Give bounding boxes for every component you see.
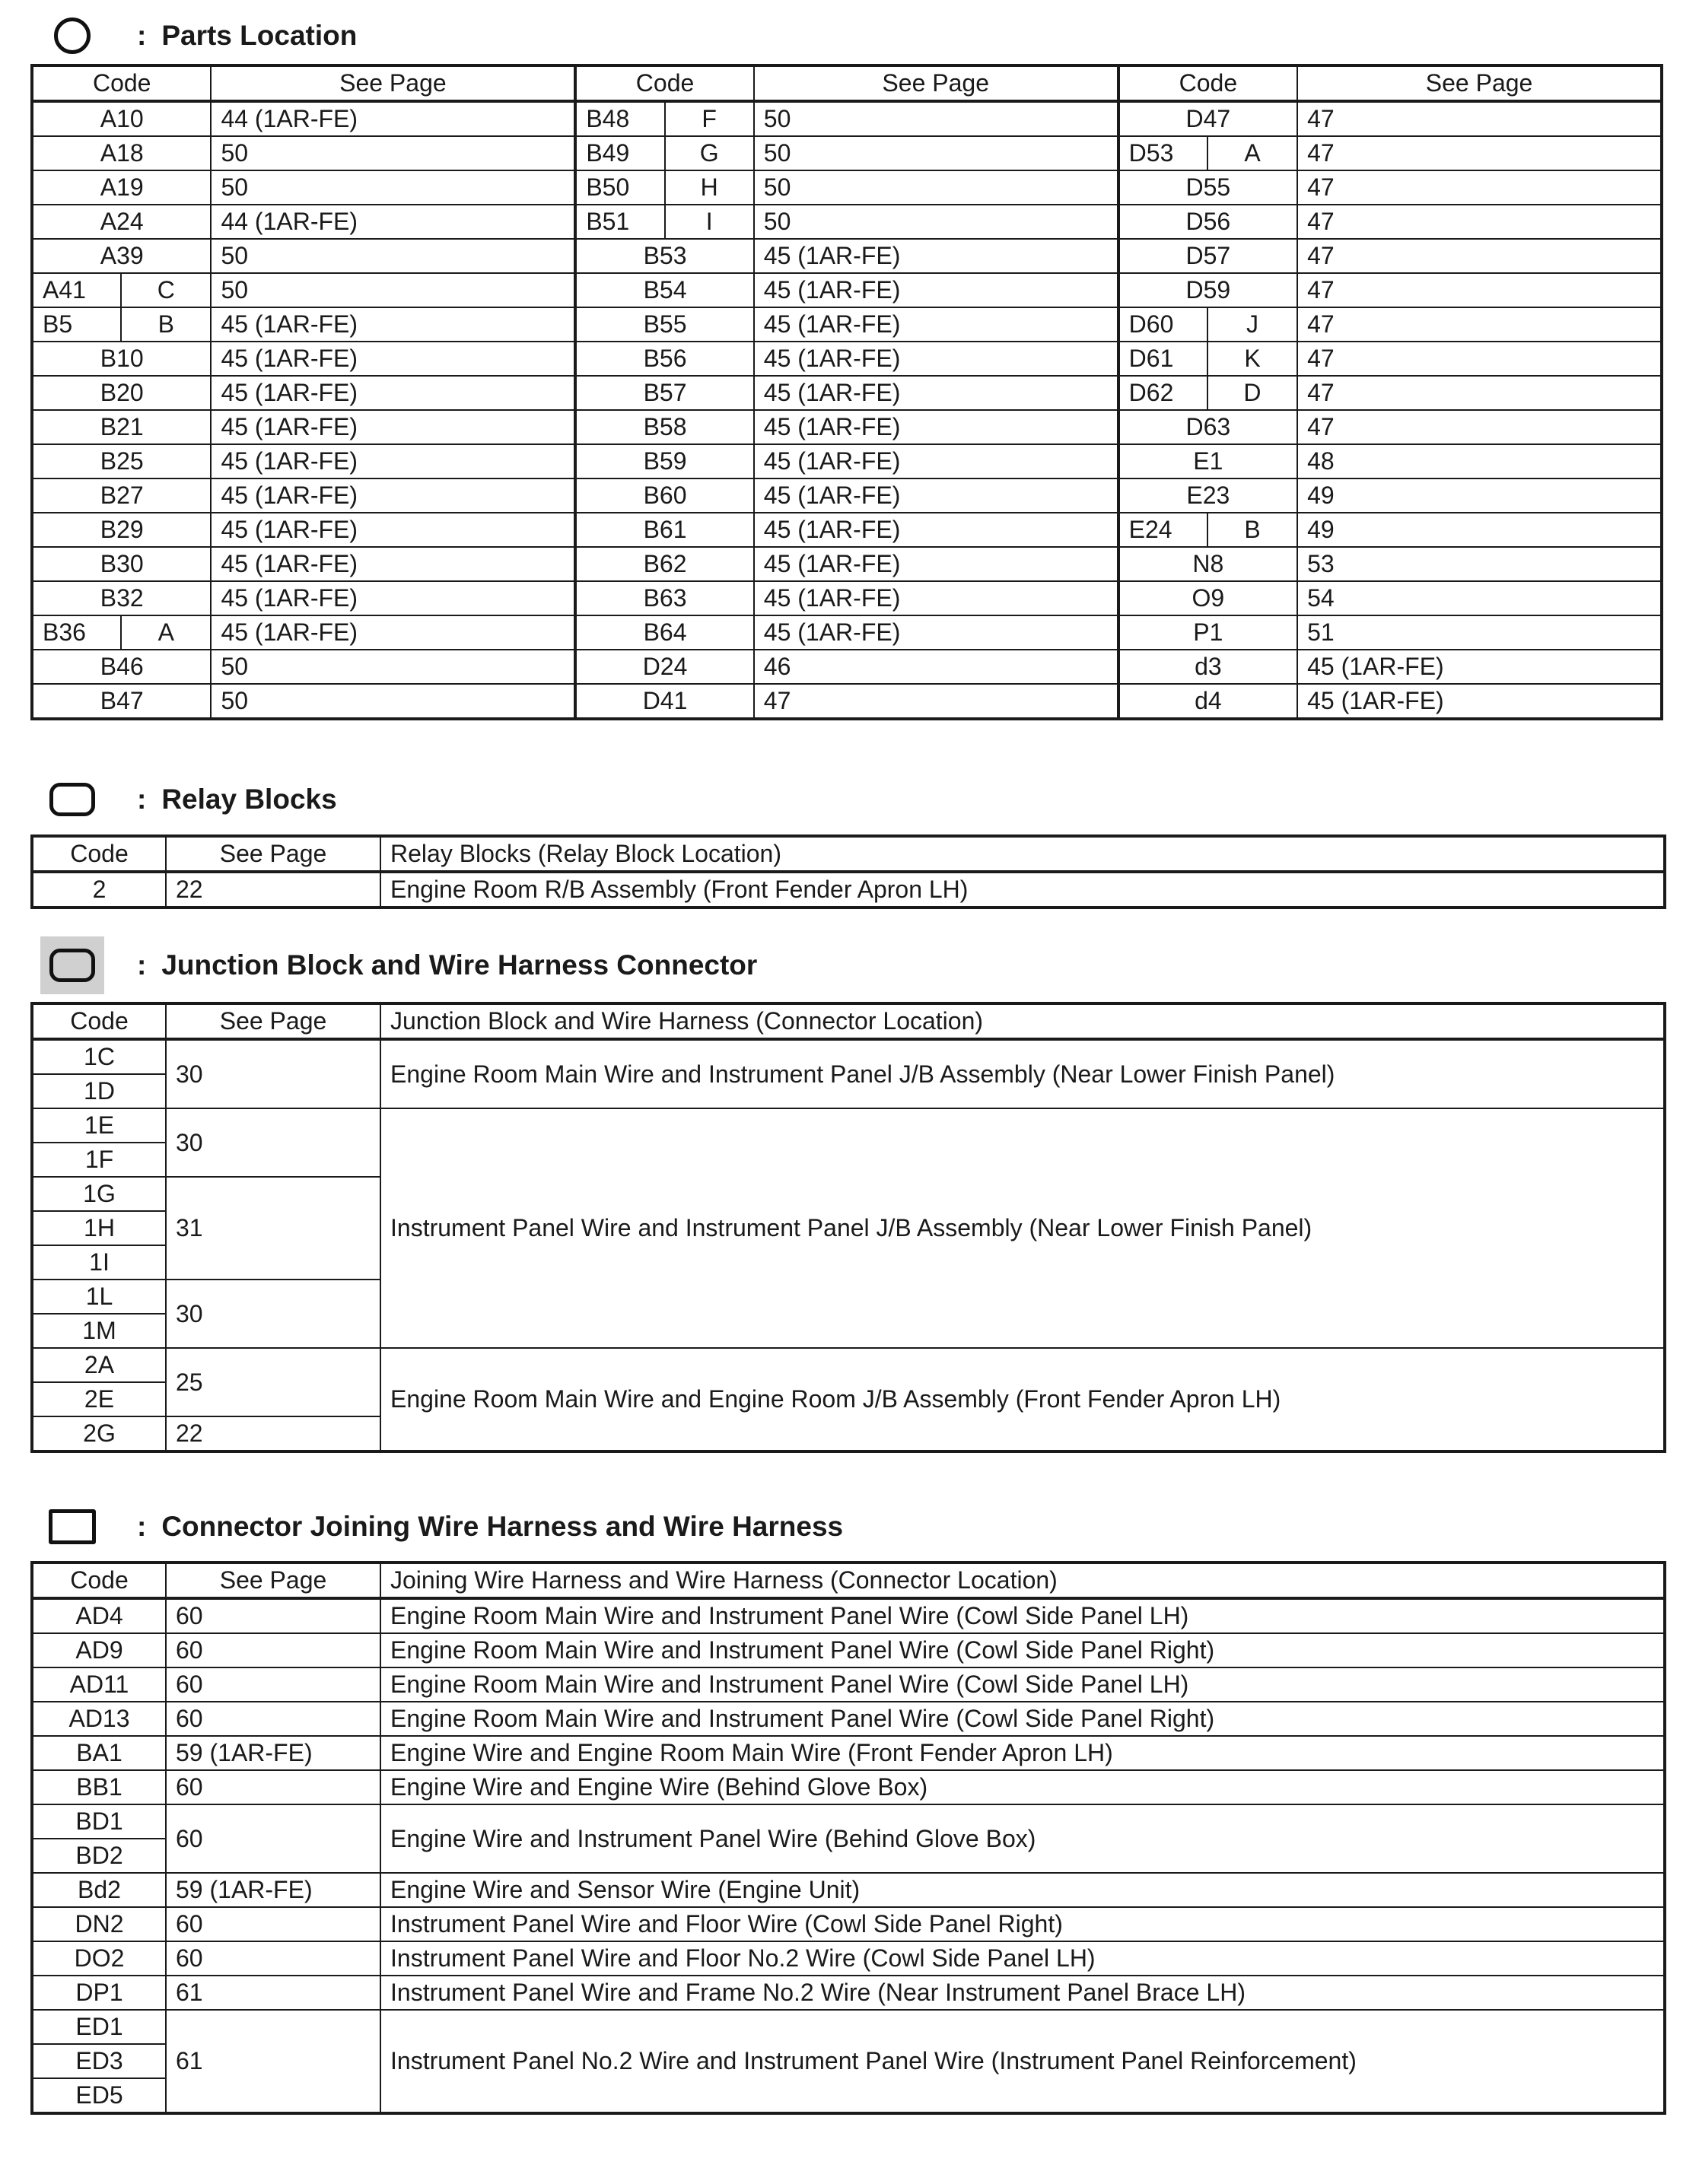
- page-cell: 45 (1AR-FE): [754, 273, 1118, 307]
- junction-block-table: [30, 1002, 1666, 1453]
- page-cell: 45 (1AR-FE): [211, 307, 575, 342]
- table-row: [32, 410, 1662, 444]
- code-cell: 2A: [32, 1348, 166, 1382]
- table-row: [32, 1804, 1665, 1839]
- table-row: [32, 307, 1662, 342]
- page-cell: 60: [166, 1633, 380, 1667]
- code-cell: B46: [32, 650, 211, 684]
- table-row: [32, 547, 1662, 581]
- table-row: [32, 1907, 1665, 1941]
- page-cell: 47: [1297, 376, 1662, 410]
- code-cell: B25: [32, 444, 211, 478]
- page-cell: 50: [211, 170, 575, 205]
- page-cell: 45 (1AR-FE): [211, 478, 575, 513]
- table-row: [32, 1598, 1665, 1633]
- code-cell: A41: [32, 273, 121, 307]
- code-cell: D63: [1118, 410, 1297, 444]
- page-cell: 45 (1AR-FE): [754, 444, 1118, 478]
- heading-colon: :: [137, 20, 147, 51]
- code-cell: 2G: [32, 1416, 166, 1451]
- connector-letter-cell: H: [665, 170, 754, 205]
- page-cell: 45 (1AR-FE): [754, 410, 1118, 444]
- page-cell: 50: [211, 684, 575, 719]
- section-title: Connector Joining Wire Harness and Wire Harness: [161, 1511, 844, 1542]
- page-cell: 47: [1297, 342, 1662, 376]
- connector-letter-cell: C: [121, 273, 211, 307]
- page-cell: 53: [1297, 547, 1662, 581]
- page-cell: 60: [166, 1598, 380, 1633]
- page-cell: 47: [1297, 205, 1662, 239]
- page-cell: 50: [211, 650, 575, 684]
- code-cell: D60: [1118, 307, 1207, 342]
- section-title: Parts Location: [161, 20, 358, 51]
- column-header-location: Relay Blocks (Relay Block Location): [380, 836, 1665, 872]
- code-cell: B64: [575, 615, 753, 650]
- page-cell: 45 (1AR-FE): [211, 547, 575, 581]
- code-cell: B36: [32, 615, 121, 650]
- column-header-code: Code: [1118, 65, 1297, 101]
- code-cell: D55: [1118, 170, 1297, 205]
- connector-letter-cell: G: [665, 136, 754, 170]
- code-cell: B10: [32, 342, 211, 376]
- code-cell: E24: [1118, 513, 1207, 547]
- code-cell: A39: [32, 239, 211, 273]
- section-title: Relay Blocks: [161, 784, 337, 815]
- page-cell: 48: [1297, 444, 1662, 478]
- parts-header-row: [32, 65, 1662, 101]
- location-cell: Engine Room Main Wire and Instrument Panel Wire (Cowl Side Panel LH): [380, 1667, 1665, 1702]
- code-cell: DP1: [32, 1976, 166, 2010]
- junction-header-row: [32, 1003, 1665, 1039]
- table-row: [32, 101, 1662, 136]
- connector-letter-cell: D: [1207, 376, 1297, 410]
- page-cell: 49: [1297, 513, 1662, 547]
- code-cell: 1E: [32, 1108, 166, 1143]
- page-cell: 22: [166, 1416, 380, 1451]
- page-cell: 54: [1297, 581, 1662, 615]
- code-cell: B63: [575, 581, 753, 615]
- code-cell: B62: [575, 547, 753, 581]
- code-cell: 1G: [32, 1177, 166, 1211]
- code-cell: B51: [575, 205, 664, 239]
- page-cell: 47: [1297, 136, 1662, 170]
- code-cell: E1: [1118, 444, 1297, 478]
- page-cell: 45 (1AR-FE): [754, 478, 1118, 513]
- heading-colon: :: [137, 949, 147, 981]
- page-cell: 45 (1AR-FE): [754, 376, 1118, 410]
- table-row: [32, 342, 1662, 376]
- code-cell: ED5: [32, 2078, 166, 2113]
- table-row: [32, 1348, 1665, 1382]
- code-cell: D24: [575, 650, 753, 684]
- page-cell: 50: [211, 273, 575, 307]
- page-cell: 45 (1AR-FE): [754, 547, 1118, 581]
- page-cell: 60: [166, 1667, 380, 1702]
- code-cell: BD2: [32, 1839, 166, 1873]
- page-cell: 50: [211, 239, 575, 273]
- location-cell: Instrument Panel Wire and Frame No.2 Wire (Near Instrument Panel Brace LH): [380, 1976, 1665, 2010]
- code-cell: B58: [575, 410, 753, 444]
- page-cell: 61: [166, 1976, 380, 2010]
- location-cell: Instrument Panel Wire and Floor No.2 Wire (Cowl Side Panel LH): [380, 1941, 1665, 1976]
- code-cell: D62: [1118, 376, 1207, 410]
- code-cell: A24: [32, 205, 211, 239]
- code-cell: D47: [1118, 101, 1297, 136]
- code-cell: D41: [575, 684, 753, 719]
- column-header-see-page: See Page: [1297, 65, 1662, 101]
- page-cell: 45 (1AR-FE): [211, 342, 575, 376]
- page-cell: 45 (1AR-FE): [754, 307, 1118, 342]
- page-cell: 50: [211, 136, 575, 170]
- code-cell: AD13: [32, 1702, 166, 1736]
- code-cell: ED3: [32, 2044, 166, 2078]
- location-cell: Instrument Panel No.2 Wire and Instrument Panel Wire (Instrument Panel Reinforcement): [380, 2010, 1665, 2113]
- table-row: [32, 1976, 1665, 2010]
- code-cell: BD1: [32, 1804, 166, 1839]
- code-cell: 1H: [32, 1211, 166, 1245]
- table-row: [32, 239, 1662, 273]
- code-cell: E23: [1118, 478, 1297, 513]
- code-cell: B5: [32, 307, 121, 342]
- code-cell: 1M: [32, 1314, 166, 1348]
- connector-letter-cell: I: [665, 205, 754, 239]
- page-cell: 50: [754, 101, 1118, 136]
- page-cell: 47: [754, 684, 1118, 719]
- location-cell: Engine Wire and Engine Room Main Wire (Front Fender Apron LH): [380, 1736, 1665, 1770]
- page-cell: 47: [1297, 170, 1662, 205]
- location-cell: Instrument Panel Wire and Floor Wire (Cowl Side Panel Right): [380, 1907, 1665, 1941]
- code-cell: D61: [1118, 342, 1207, 376]
- code-cell: BB1: [32, 1770, 166, 1804]
- page-cell: 47: [1297, 273, 1662, 307]
- page-cell: 47: [1297, 307, 1662, 342]
- column-header-see-page: See Page: [166, 1003, 380, 1039]
- page-cell: 50: [754, 170, 1118, 205]
- column-header-see-page: See Page: [211, 65, 575, 101]
- page-cell: 45 (1AR-FE): [1297, 650, 1662, 684]
- code-cell: A18: [32, 136, 211, 170]
- page-cell: 47: [1297, 101, 1662, 136]
- page-cell: 59 (1AR-FE): [166, 1736, 380, 1770]
- table-row: [32, 478, 1662, 513]
- page-cell: 45 (1AR-FE): [1297, 684, 1662, 719]
- connector-letter-cell: A: [1207, 136, 1297, 170]
- code-cell: AD4: [32, 1598, 166, 1633]
- shaded-oval-symbol-icon: [30, 939, 114, 992]
- page-cell: 45 (1AR-FE): [754, 581, 1118, 615]
- page-cell: 60: [166, 1804, 380, 1873]
- location-cell: Engine Room Main Wire and Instrument Panel Wire (Cowl Side Panel LH): [380, 1598, 1665, 1633]
- code-cell: d3: [1118, 650, 1297, 684]
- code-cell: BA1: [32, 1736, 166, 1770]
- table-row: [32, 444, 1662, 478]
- code-cell: B53: [575, 239, 753, 273]
- heading-colon: :: [137, 1511, 147, 1542]
- table-row: [32, 1667, 1665, 1702]
- relay-blocks-heading: [30, 773, 1666, 826]
- table-row: [32, 1873, 1665, 1907]
- code-cell: B30: [32, 547, 211, 581]
- column-header-location: Junction Block and Wire Harness (Connector Location): [380, 1003, 1665, 1039]
- code-cell: B20: [32, 376, 211, 410]
- table-row: [32, 376, 1662, 410]
- location-cell: Engine Room Main Wire and Instrument Panel Wire (Cowl Side Panel Right): [380, 1702, 1665, 1736]
- code-cell: B48: [575, 101, 664, 136]
- page-cell: 50: [754, 136, 1118, 170]
- table-row: [32, 170, 1662, 205]
- connector-letter-cell: K: [1207, 342, 1297, 376]
- column-header-code: Code: [32, 1003, 166, 1039]
- code-cell: 2: [32, 872, 166, 908]
- page-cell: 45 (1AR-FE): [211, 410, 575, 444]
- table-row: [32, 1941, 1665, 1976]
- code-cell: B49: [575, 136, 664, 170]
- page-cell: 50: [754, 205, 1118, 239]
- code-cell: 1D: [32, 1074, 166, 1108]
- code-cell: AD9: [32, 1633, 166, 1667]
- page-cell: 45 (1AR-FE): [754, 513, 1118, 547]
- page-cell: 47: [1297, 239, 1662, 273]
- code-cell: A19: [32, 170, 211, 205]
- code-cell: AD11: [32, 1667, 166, 1702]
- heading-colon: :: [137, 784, 147, 815]
- page-cell: 25: [166, 1348, 380, 1416]
- code-cell: d4: [1118, 684, 1297, 719]
- location-cell: Engine Room Main Wire and Instrument Panel J/B Assembly (Near Lower Finish Panel): [380, 1039, 1665, 1108]
- code-cell: ED1: [32, 2010, 166, 2044]
- column-header-see-page: See Page: [754, 65, 1118, 101]
- code-cell: B54: [575, 273, 753, 307]
- code-cell: B27: [32, 478, 211, 513]
- column-header-code: Code: [575, 65, 753, 101]
- page-cell: 45 (1AR-FE): [754, 239, 1118, 273]
- parts-location-heading: [30, 9, 1666, 62]
- column-header-code: Code: [32, 1562, 166, 1598]
- connector-letter-cell: B: [121, 307, 211, 342]
- circle-symbol-icon: [30, 9, 114, 62]
- connector-letter-cell: A: [121, 615, 211, 650]
- page-cell: 45 (1AR-FE): [211, 376, 575, 410]
- table-row: [32, 1770, 1665, 1804]
- code-cell: DO2: [32, 1941, 166, 1976]
- page-cell: 45 (1AR-FE): [211, 581, 575, 615]
- page-cell: 49: [1297, 478, 1662, 513]
- column-header-code: Code: [32, 836, 166, 872]
- code-cell: B60: [575, 478, 753, 513]
- code-cell: 1L: [32, 1280, 166, 1314]
- page-cell: 30: [166, 1108, 380, 1177]
- location-cell: Engine Wire and Instrument Panel Wire (Behind Glove Box): [380, 1804, 1665, 1873]
- oval-symbol-icon: [30, 773, 114, 826]
- code-cell: N8: [1118, 547, 1297, 581]
- code-cell: B56: [575, 342, 753, 376]
- page-cell: 60: [166, 1770, 380, 1804]
- parts-location-table: [30, 64, 1663, 720]
- page-cell: 60: [166, 1941, 380, 1976]
- location-cell: Engine Wire and Engine Wire (Behind Glove Box): [380, 1770, 1665, 1804]
- column-header-see-page: See Page: [166, 836, 380, 872]
- code-cell: B47: [32, 684, 211, 719]
- table-row: [32, 581, 1662, 615]
- code-cell: B61: [575, 513, 753, 547]
- table-row: [32, 273, 1662, 307]
- page-cell: 61: [166, 2010, 380, 2113]
- page-cell: 51: [1297, 615, 1662, 650]
- page-cell: 46: [754, 650, 1118, 684]
- code-cell: B57: [575, 376, 753, 410]
- table-row: [32, 1702, 1665, 1736]
- table-row: [32, 684, 1662, 719]
- code-cell: B55: [575, 307, 753, 342]
- table-row: [32, 2010, 1665, 2044]
- page-cell: 31: [166, 1177, 380, 1280]
- page-cell: 45 (1AR-FE): [211, 444, 575, 478]
- junction-block-heading: [30, 939, 1666, 992]
- code-cell: 1C: [32, 1039, 166, 1074]
- relay-header-row: [32, 836, 1665, 872]
- location-cell: Engine Wire and Sensor Wire (Engine Unit): [380, 1873, 1665, 1907]
- column-header-see-page: See Page: [166, 1562, 380, 1598]
- page-cell: 30: [166, 1039, 380, 1108]
- page-cell: 44 (1AR-FE): [211, 101, 575, 136]
- code-cell: B21: [32, 410, 211, 444]
- code-cell: D53: [1118, 136, 1207, 170]
- code-cell: 1F: [32, 1143, 166, 1177]
- table-row: [32, 650, 1662, 684]
- table-row: [32, 1736, 1665, 1770]
- code-cell: P1: [1118, 615, 1297, 650]
- code-cell: DN2: [32, 1907, 166, 1941]
- table-row: [32, 1633, 1665, 1667]
- code-cell: A10: [32, 101, 211, 136]
- code-cell: D57: [1118, 239, 1297, 273]
- column-header-code: Code: [32, 65, 211, 101]
- page-cell: 22: [166, 872, 380, 908]
- page-cell: 47: [1297, 410, 1662, 444]
- table-row: [32, 136, 1662, 170]
- code-cell: B59: [575, 444, 753, 478]
- page-cell: 60: [166, 1702, 380, 1736]
- table-row: [32, 1039, 1665, 1074]
- section-title: Junction Block and Wire Harness Connector: [161, 949, 758, 981]
- connector-joining-table: [30, 1561, 1666, 2115]
- connector-letter-cell: J: [1207, 307, 1297, 342]
- location-cell: Engine Room R/B Assembly (Front Fender Apron LH): [380, 872, 1665, 908]
- page-cell: 60: [166, 1907, 380, 1941]
- relay-blocks-table: [30, 834, 1666, 909]
- code-cell: Bd2: [32, 1873, 166, 1907]
- page-cell: 44 (1AR-FE): [211, 205, 575, 239]
- connector-letter-cell: F: [665, 101, 754, 136]
- page-cell: 45 (1AR-FE): [211, 615, 575, 650]
- table-row: [32, 1108, 1665, 1143]
- code-cell: D56: [1118, 205, 1297, 239]
- table-row: [32, 513, 1662, 547]
- code-cell: B32: [32, 581, 211, 615]
- code-cell: 1I: [32, 1245, 166, 1280]
- connector-header-row: [32, 1562, 1665, 1598]
- code-cell: 2E: [32, 1382, 166, 1416]
- code-cell: B29: [32, 513, 211, 547]
- table-row: [32, 615, 1662, 650]
- table-row: [32, 872, 1665, 908]
- page-cell: 30: [166, 1280, 380, 1348]
- table-row: [32, 205, 1662, 239]
- connector-joining-heading: [30, 1500, 1666, 1553]
- location-cell: Instrument Panel Wire and Instrument Panel J/B Assembly (Near Lower Finish Panel): [380, 1108, 1665, 1348]
- location-cell: Engine Room Main Wire and Instrument Panel Wire (Cowl Side Panel Right): [380, 1633, 1665, 1667]
- page-cell: 45 (1AR-FE): [754, 615, 1118, 650]
- page-cell: 45 (1AR-FE): [754, 342, 1118, 376]
- code-cell: D59: [1118, 273, 1297, 307]
- code-cell: B50: [575, 170, 664, 205]
- connector-letter-cell: B: [1207, 513, 1297, 547]
- location-cell: Engine Room Main Wire and Engine Room J/B Assembly (Front Fender Apron LH): [380, 1348, 1665, 1451]
- code-cell: O9: [1118, 581, 1297, 615]
- page-cell: 59 (1AR-FE): [166, 1873, 380, 1907]
- column-header-location: Joining Wire Harness and Wire Harness (Connector Location): [380, 1562, 1665, 1598]
- page-cell: 45 (1AR-FE): [211, 513, 575, 547]
- rectangle-symbol-icon: [30, 1500, 114, 1553]
